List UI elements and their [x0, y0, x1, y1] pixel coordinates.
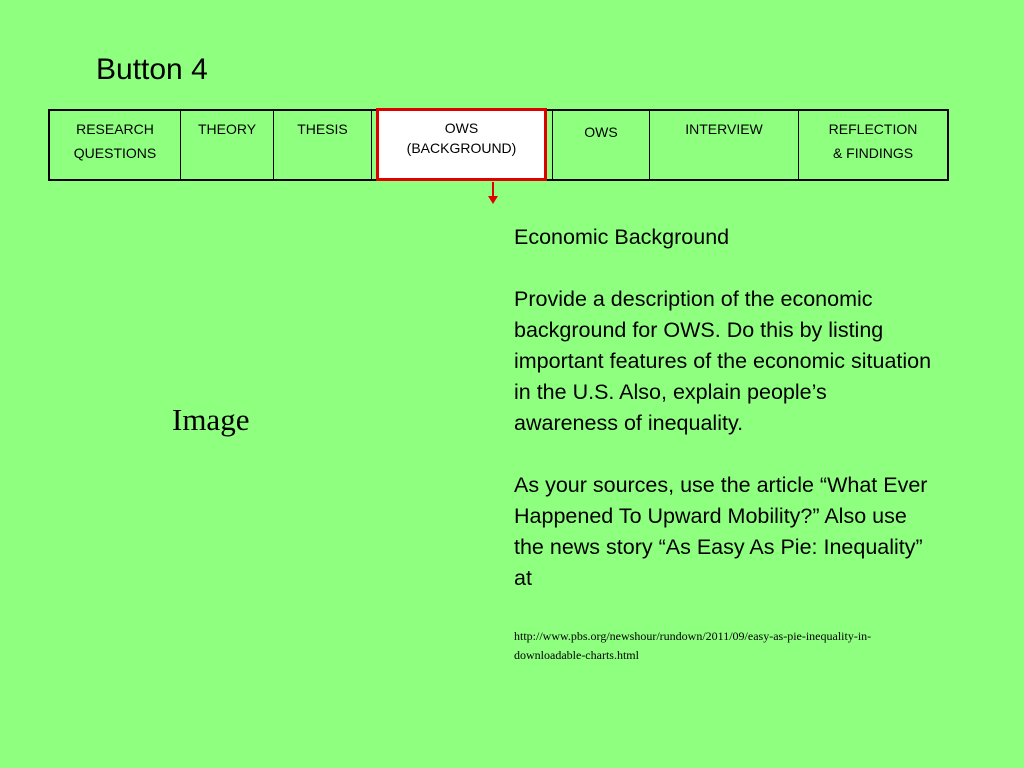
nav-button-theory[interactable] [181, 111, 273, 179]
source-url-link[interactable]: http://www.pbs.org/newshour/rundown/2011/09/easy-as-pie-inequality-in-downloadable-charts.html [514, 629, 872, 662]
nav-label-ows-background-line2: (BACKGROUND) [406, 140, 517, 156]
slide-title: Button 4 [96, 53, 208, 86]
divider [371, 111, 372, 179]
nav-label-reflection-line2: & FINDINGS [832, 145, 914, 161]
nav-button-interview[interactable] [650, 111, 798, 179]
nav-button-thesis[interactable] [274, 111, 371, 179]
nav-button-ows-background-active[interactable] [376, 108, 547, 181]
nav-label-reflection-line1: REFLECTION [828, 121, 918, 137]
nav-label-ows-background-line1: OWS [444, 120, 479, 136]
content-heading: Economic Background [514, 225, 730, 249]
content-paragraph-1: Provide a description of the economic background for OWS. Do this by listing important features of the economic situation in the U.S. Also, explain people’s awareness of inequality. [514, 287, 932, 435]
nav-label-research-line1: RESEARCH [76, 121, 154, 137]
nav-label-interview: INTERVIEW [685, 121, 763, 137]
nav-button-research-questions[interactable] [50, 111, 180, 179]
content-paragraph-2: As your sources, use the article “What Ever Happened To Upward Mobility?” Also use the news story “As Easy As Pie: Inequality” at [514, 473, 928, 590]
nav-label-ows: OWS [584, 124, 618, 140]
arrow-head-icon [488, 196, 498, 204]
content-block [514, 222, 934, 594]
nav-label-theory: THEORY [197, 121, 257, 137]
nav-button-reflection-findings[interactable] [799, 111, 947, 179]
nav-label-research-line2: QUESTIONS [73, 145, 157, 161]
nav-label-thesis: THESIS [297, 121, 348, 137]
image-placeholder: Image [172, 402, 250, 437]
nav-button-ows[interactable] [553, 111, 649, 179]
